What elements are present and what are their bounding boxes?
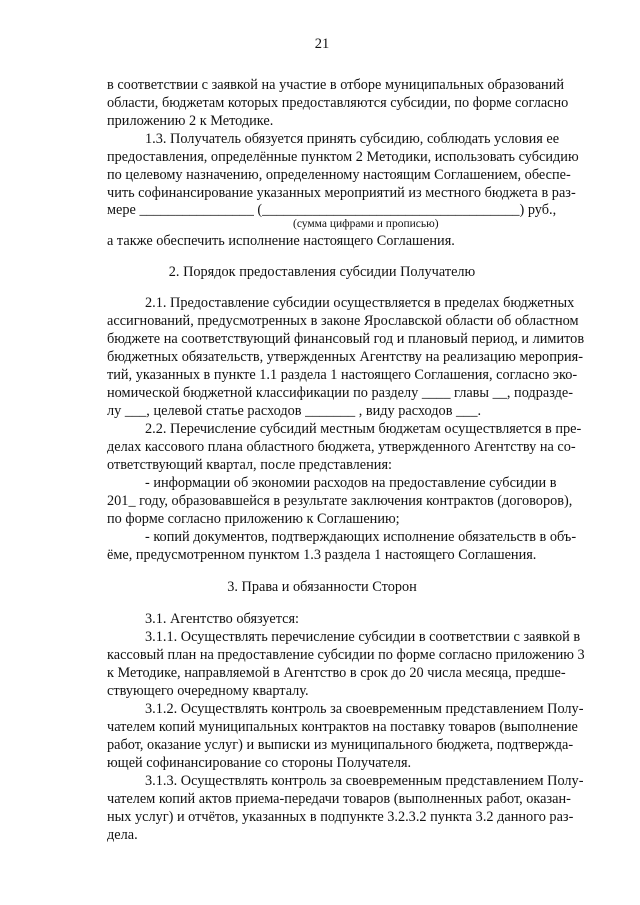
text-line: номической бюджетной классификации по разделу ____ главы __, подразде-: [107, 385, 573, 401]
text-line: 3.1. Агентство обязуется:: [145, 611, 300, 627]
text-line: в соответствии с заявкой на участие в отборе муниципальных образований: [107, 77, 565, 93]
text-line: чателем копий актов приема-передачи товаров (выполненных работ, оказан-: [107, 791, 571, 807]
text-line: ответствующий квартал, после представления:: [107, 457, 392, 473]
text-line: - информации об экономии расходов на предоставление субсидии в: [145, 475, 557, 491]
text-line: чателем копий муниципальных контрактов на поставку товаров (выполнение: [107, 719, 578, 735]
text-line: а также обеспечить исполнение настоящего Соглашения.: [107, 233, 455, 249]
text-line: предоставления, определённые пунктом 2 Методики, использовать субсидию: [107, 149, 579, 165]
text-line: кассовый план на предоставление субсидии по форме согласно приложению 3: [107, 647, 585, 663]
field-caption: (сумма цифрами и прописью): [293, 218, 439, 230]
text-line: лу ___, целевой статье расходов _______ , виду расходов ___.: [107, 403, 482, 419]
text-line: 3.1.3. Осуществлять контроль за своевременным представлением Полу-: [145, 773, 584, 789]
text-line: области, бюджетам которых предоставляются субсидии, по форме согласно: [107, 95, 569, 111]
text-line: 2.1. Предоставление субсидии осуществляется в пределах бюджетных: [145, 295, 575, 311]
text-line: ных услуг) и отчётов, указанных в подпункте 3.2.3.2 пункта 3.2 данного раз-: [107, 809, 574, 825]
text-line: 201_ году, образовавшейся в результате заключения контрактов (договоров),: [107, 493, 573, 509]
text-line: дела.: [107, 827, 138, 843]
text-line: тий, указанных в пункте 1.1 раздела 1 настоящего Соглашения, согласно эко-: [107, 367, 578, 383]
text-line: работ, оказание услуг) и выписки из муниципального бюджета, подтвержда-: [107, 737, 574, 753]
text-line: по целевому назначению, определенному настоящим Соглашением, обеспе-: [107, 167, 571, 183]
text-line: к Методике, направляемой в Агентство в срок до 20 числа месяца, предше-: [107, 665, 566, 681]
text-line: ющей софинансирование со стороны Получателя.: [107, 755, 412, 771]
text-line: бюджетных обязательств, утвержденных Агентству на реализацию мероприя-: [107, 349, 583, 365]
text-line: ствующего очередному кварталу.: [107, 683, 309, 699]
text-line: ассигнований, предусмотренных в законе Ярославской области об областном: [107, 313, 579, 329]
page-number: 21: [314, 36, 330, 52]
text-line: 1.3. Получатель обязуется принять субсидию, соблюдать условия ее: [145, 131, 560, 147]
text-line: по форме согласно приложению к Соглашению;: [107, 511, 400, 527]
text-line: 2.2. Перечисление субсидий местным бюджетам осуществляется в пре-: [145, 421, 582, 437]
section-heading: 2. Порядок предоставления субсидии Получателю: [168, 264, 476, 280]
text-line: бюджете на соответствующий финансовый год и плановый период, и лимитов: [107, 331, 585, 347]
text-line: делах кассового плана областного бюджета, утвержденного Агентству на со-: [107, 439, 576, 455]
text-line: чить софинансирование указанных мероприятий из местного бюджета в раз-: [107, 185, 576, 201]
section-heading: 3. Права и обязанности Сторон: [227, 579, 417, 595]
text-line: мере ________________ (____________________________________) руб.,: [107, 202, 557, 218]
text-line: 3.1.1. Осуществлять перечисление субсидии в соответствии с заявкой в: [145, 629, 581, 645]
text-line: приложению 2 к Методике.: [107, 113, 274, 129]
text-line: - копий документов, подтверждающих исполнение обязательств в объ-: [145, 529, 577, 545]
text-line: 3.1.2. Осуществлять контроль за своевременным представлением Полу-: [145, 701, 584, 717]
text-line: ёме, предусмотренном пунктом 1.3 раздела 1 настоящего Соглашения.: [107, 547, 537, 563]
